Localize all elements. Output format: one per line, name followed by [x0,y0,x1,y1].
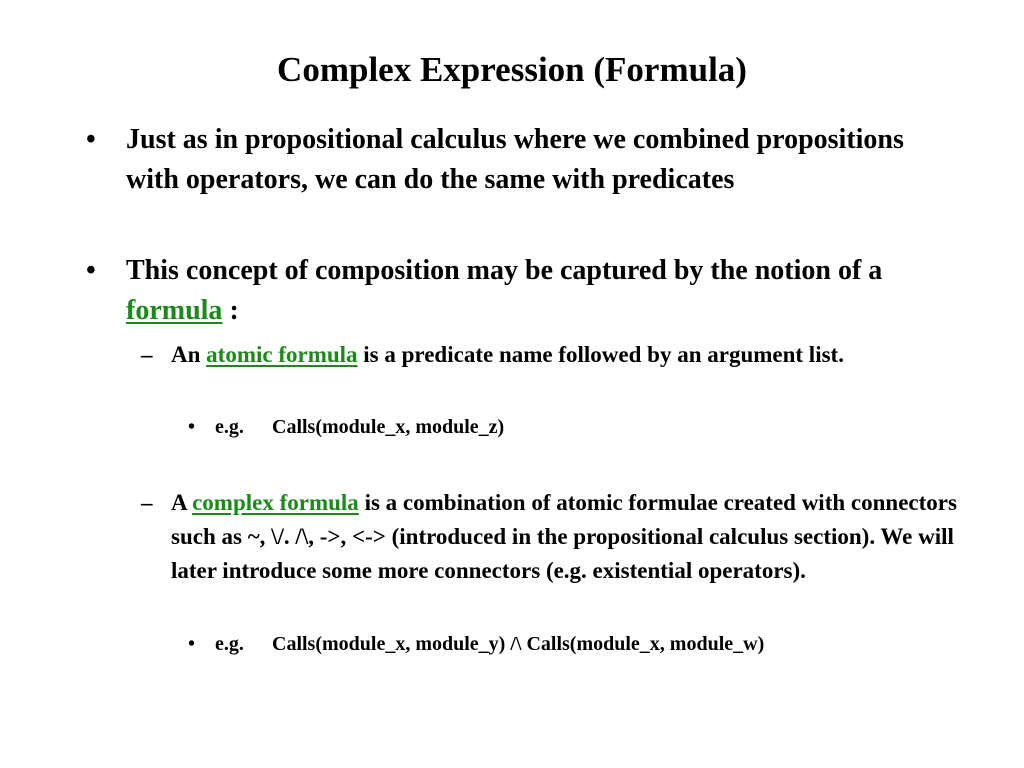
example-formula: Calls(module_x, module_y) /\ Calls(module_x, module_w) [272,633,765,655]
example-label: e.g. [215,633,244,655]
bullet-text [126,251,906,331]
bullet-marker: • [188,633,196,655]
sub-item-text [171,486,971,588]
bullet-item [86,251,906,331]
example-item [188,413,968,441]
example-label: e.g. [215,416,244,438]
sub-item-text-after: is a predicate name followed by an argument list. [357,342,844,367]
bullet-marker: • [188,416,196,438]
example-text [215,413,968,441]
dash-marker: – [141,342,153,367]
slide-title: Complex Expression (Formula) [277,50,747,89]
formula-link[interactable]: formula [126,295,223,326]
sub-item-text [171,338,981,372]
bullet-item [86,120,906,200]
sub-item-text-after: is a combination of atomic formulae created with connectors such as ~, \/. /\, ->, <-> (introduced in the propositional calculus section). We will later introduce some more connectors (e.g. existential operators). [171,490,957,583]
bullet-text: Just as in propositional calculus where we combined propositions with operators, we can do the same with predicates [126,124,904,195]
sub-item-text-before: A [171,490,193,515]
complex-formula-link[interactable]: complex formula [192,490,359,515]
example-item [188,630,968,658]
sub-item-atomic-formula [141,338,981,372]
bullet-marker: • [86,255,96,286]
atomic-formula-link[interactable]: atomic formula [206,342,358,367]
sub-item-complex-formula [141,486,971,588]
dash-marker: – [141,490,153,515]
example-formula: Calls(module_x, module_z) [272,416,505,438]
bullet-text-before: This concept of composition may be captured by the notion of a [126,255,883,286]
bullet-text-after: : [222,295,239,326]
bullet-marker: • [86,124,96,155]
sub-item-text-before: An [171,342,207,367]
example-text [215,630,968,658]
